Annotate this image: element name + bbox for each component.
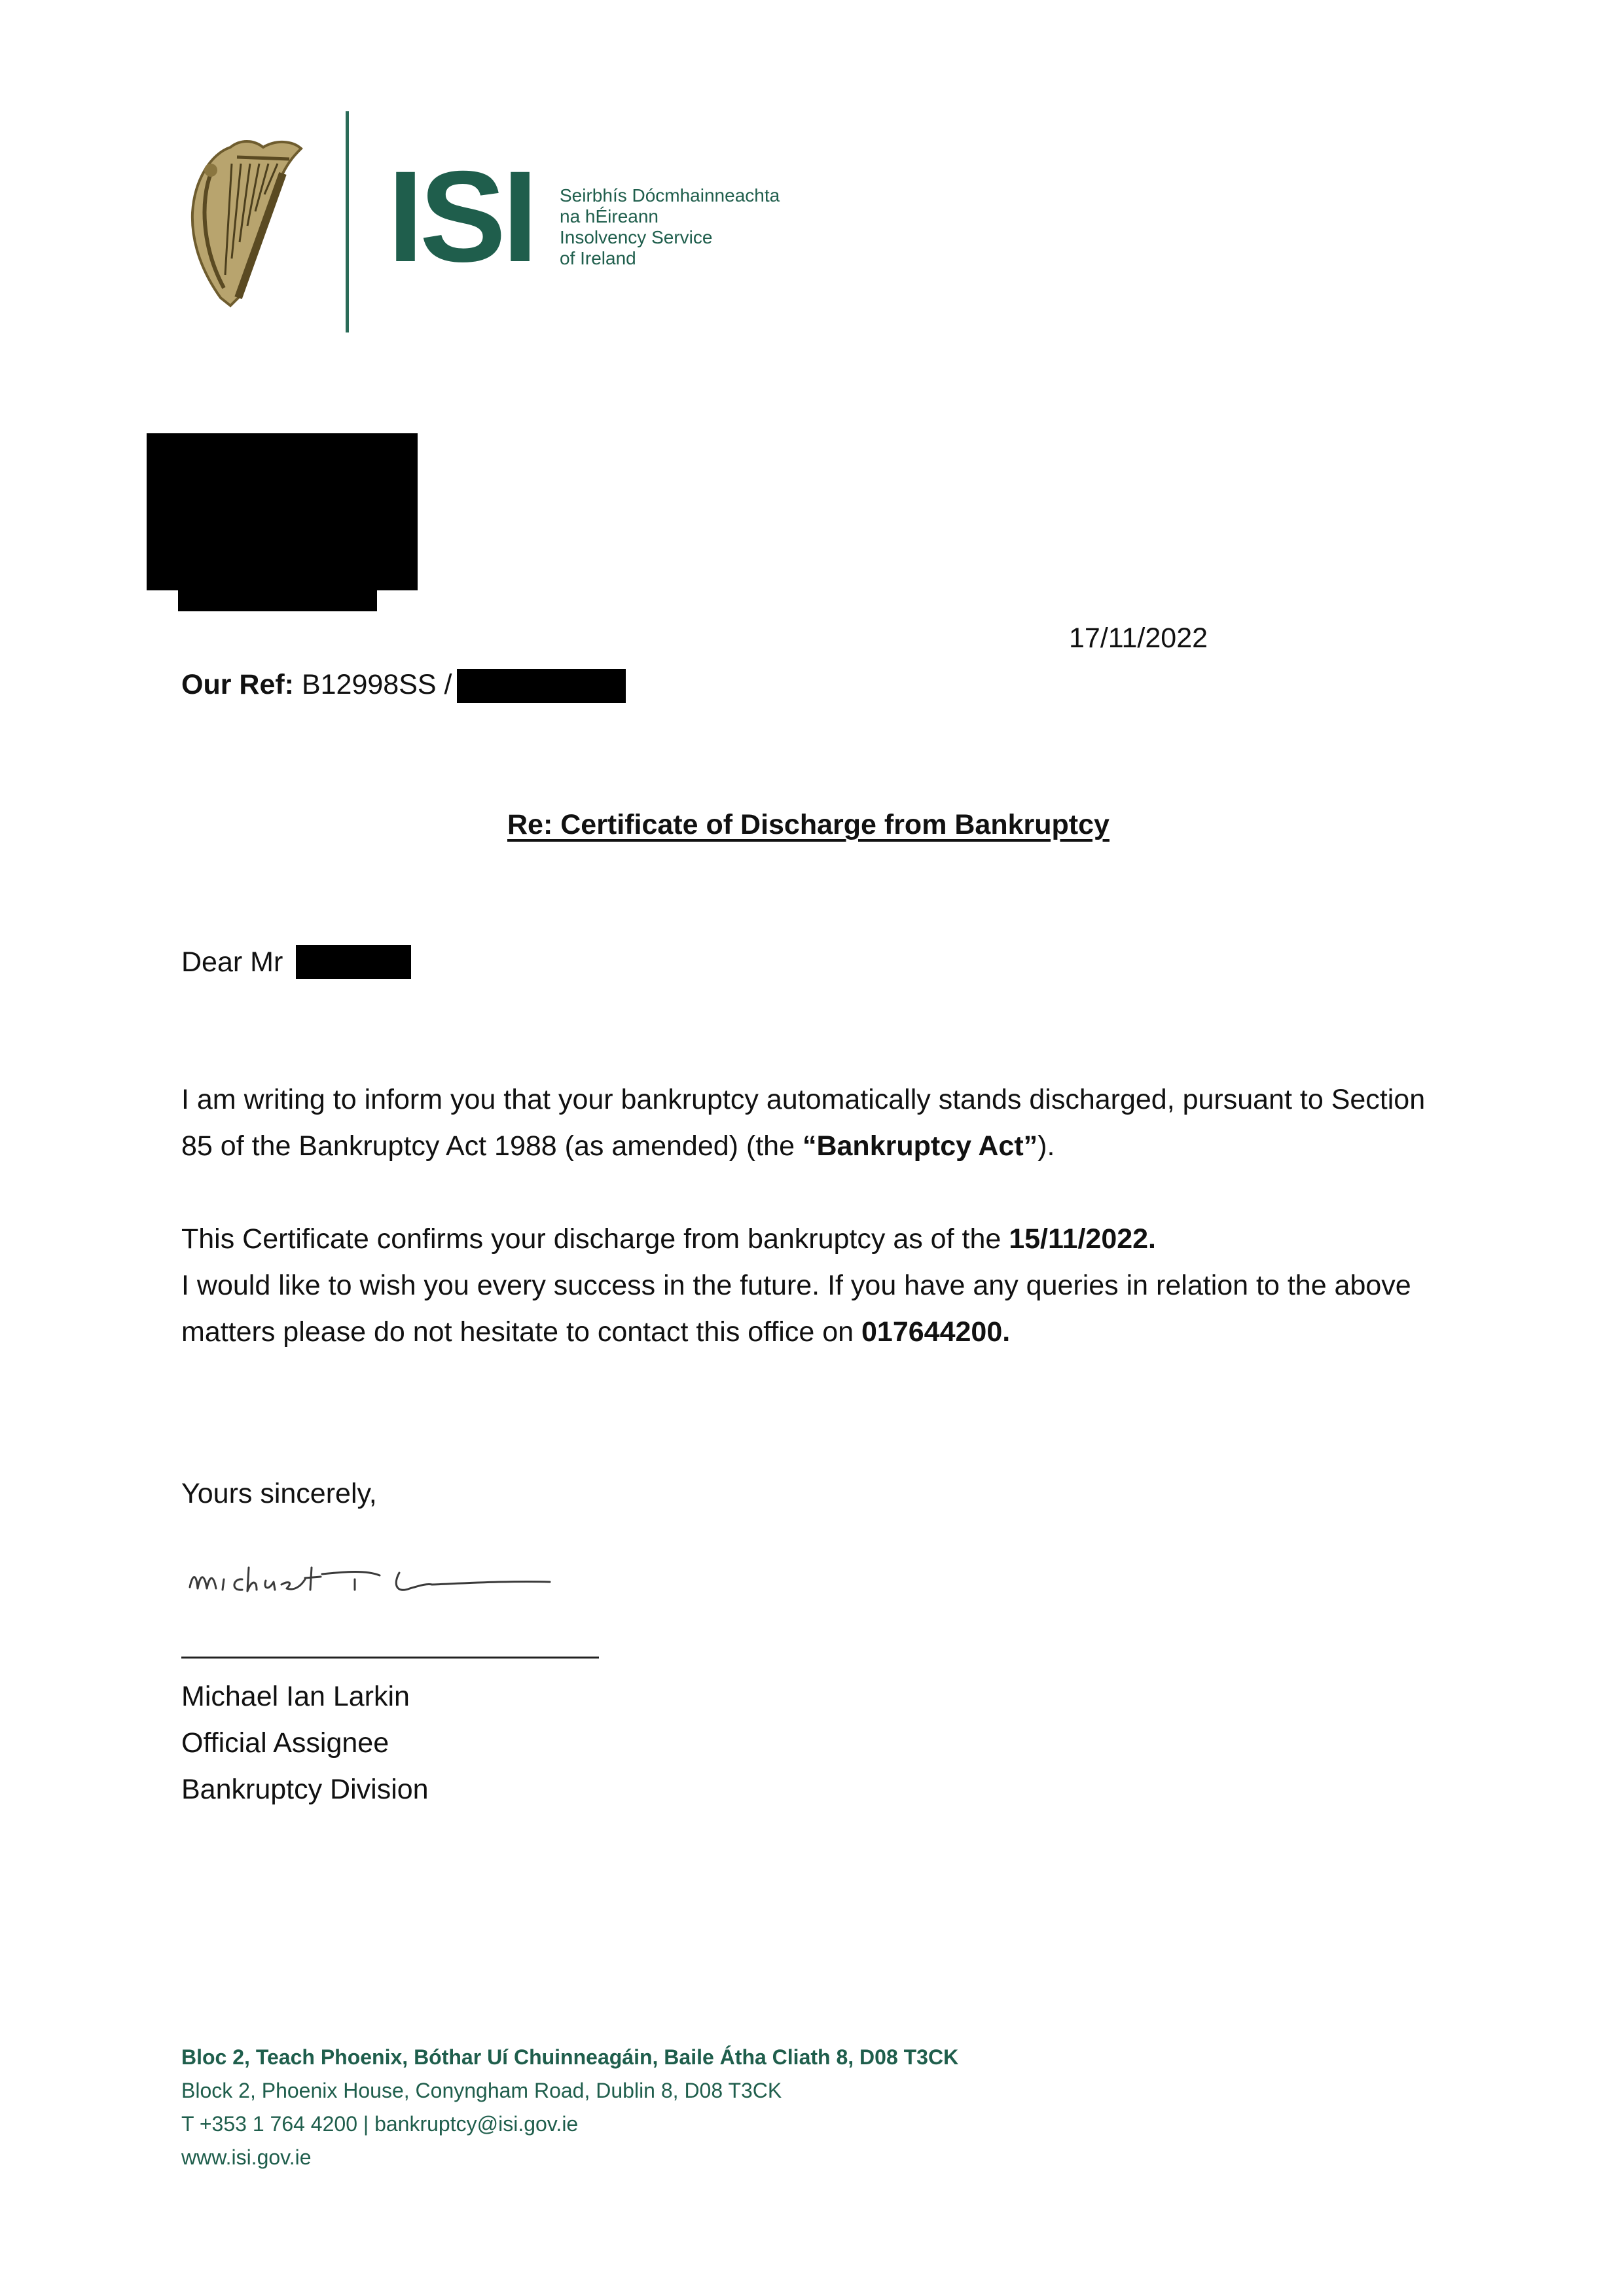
signer-division: Bankruptcy Division <box>181 1774 429 1805</box>
paragraph-discharge-notice <box>181 1077 1448 1170</box>
closing: Yours sincerely, <box>181 1478 377 1509</box>
signer-name: Michael Ian Larkin <box>181 1681 410 1712</box>
paragraph-text: ). <box>1038 1130 1055 1162</box>
handwritten-signature <box>183 1541 602 1613</box>
letter-date: 17/11/2022 <box>1069 622 1208 654</box>
logo-wordmark <box>560 185 780 269</box>
paragraph-certificate <box>181 1216 1448 1355</box>
redacted-address-block <box>147 433 418 590</box>
reference-label: Our Ref: <box>181 669 294 700</box>
paragraph-bold: “Bankruptcy Act” <box>802 1130 1038 1162</box>
contact-phone: 017644200. <box>861 1316 1011 1348</box>
footer-website: www.isi.gov.ie <box>181 2145 312 2169</box>
paragraph-text: I would like to wish you every success in the future. If you have any queries in relation to the above matters please do not hesitate to contact this office on <box>181 1270 1411 1348</box>
paragraph-text: I am writing to inform you that your bankruptcy automatically stands discharged, pursuant to Section 85 of the Bankruptcy Act 1988 (as amended) (the <box>181 1084 1426 1162</box>
signer-block <box>181 1674 429 1813</box>
reference-line <box>181 662 452 708</box>
harp-emblem-icon <box>185 134 306 311</box>
discharge-date: 15/11/2022. <box>1009 1223 1157 1255</box>
letter-subject: Re: Certificate of Discharge from Bankruptcy <box>507 809 1110 840</box>
logo-line: of Ireland <box>560 248 636 268</box>
footer-line-irish: Bloc 2, Teach Phoenix, Bóthar Uí Chuinneagáin, Baile Átha Cliath 8, D08 T3CK <box>181 2045 959 2069</box>
logo-acronym: ISI <box>388 144 535 289</box>
logo-line: na hÉireann <box>560 206 659 226</box>
salutation: Dear Mr <box>181 946 283 978</box>
redacted-address-line <box>178 589 377 611</box>
logo-line: Seirbhís Dócmhainneachta <box>560 185 780 206</box>
redacted-reference <box>457 669 626 703</box>
footer-line-english: Block 2, Phoenix House, Conyngham Road, Dublin 8, D08 T3CK <box>181 2079 782 2102</box>
footer-address <box>181 2041 958 2174</box>
logo-divider <box>346 111 349 332</box>
reference-value: B12998SS / <box>301 669 452 700</box>
signer-title: Official Assignee <box>181 1727 389 1759</box>
footer-contact: T +353 1 764 4200 | bankruptcy@isi.gov.ie <box>181 2112 579 2136</box>
signature-line <box>181 1657 599 1659</box>
paragraph-text: This Certificate confirms your discharge from bankruptcy as of the <box>181 1223 1009 1255</box>
logo-line: Insolvency Service <box>560 227 713 247</box>
redacted-name <box>296 945 411 979</box>
